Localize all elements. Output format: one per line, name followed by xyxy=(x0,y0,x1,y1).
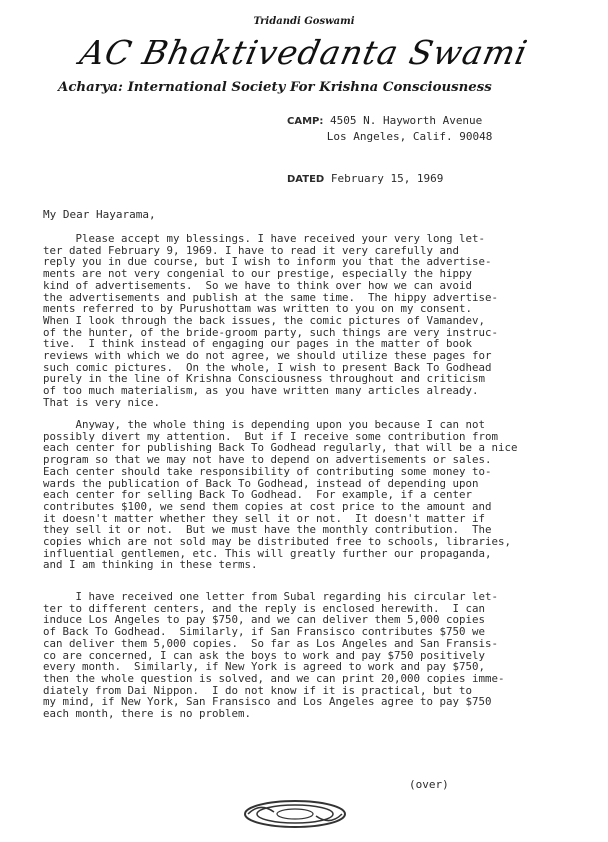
camp-stamp: CAMP: xyxy=(287,116,324,127)
letter-date: February 15, 1969 xyxy=(330,172,444,185)
founder-title: Tridandi Goswami xyxy=(253,16,355,27)
seal-icon xyxy=(240,796,350,836)
address-block xyxy=(287,113,492,144)
paragraph-3: I have received one letter from Subal regarding his circular let- ter to different centers, and the reply is enclosed herewith. I can induce Los Angeles to pay $750, and we can deliver them 5,000 copies of Back To Godhead. Similarly, if San Fransisco contributes $750 we can deliver them 5,000 copies. So far as Los Angeles and San Fransis- co are concerned, I can ask the boys to work and pay $750 positively every month. Similarly, if New York is agreed to work and pay $750, then the whole question is solved, and we can print 20,000 copies imme- diately from Dai Nippon. I do not know if it is practical, but to my mind, if New York, San Fransisco and Los Angeles agree to pay $750 each month, there is no problem. xyxy=(43,590,505,721)
date-line xyxy=(287,172,443,185)
over-note: (over) xyxy=(409,778,449,791)
dated-stamp: DATED xyxy=(287,174,325,185)
paragraph-2: Anyway, the whole thing is depending upon you because I can not possibly divert my attention. But if I receive some contribution from each center for publishing Back To Godhead regularly, that will be a nice program so that we may not have to depend on advertisements or sales. Each center should take responsibility of contributing some money to- wards the publication of Back To Godhead, instead of depending upon each center for selling Back To Godhead. For example, if a center contributes $100, we send them copies at cost price to the amount and it doesn't matter whether they sell it or not. It doesn't matter if they sell it or not. But we must have the monthly contribution. The copies which are not sold may be distributed free to schools, libraries, influential gentlemen, etc. This will greatly further our propaganda, and I am thinking in these terms. xyxy=(43,418,518,572)
address-line-2: Los Angeles, Calif. 90048 xyxy=(326,130,493,143)
salutation: My Dear Hayarama, xyxy=(43,208,156,221)
acharya-title: Acharya: International Society For Krishna Consciousness xyxy=(58,80,492,95)
letterhead-name: AC Bhaktivedanta Swami xyxy=(76,33,532,72)
paragraph-1: Please accept my blessings. I have received your very long let- ter dated February 9, 1969. I have to read it very carefully and reply you in due course, but I wish to inform you that the advertise- ments are not very congenial to our prestige, especially the hippy kind of advertisements. So we have to think over how we can avoid the advertisements and publish at the same time. The hippy advertise- ments referred to by Purushottam was written to you on my consent. When I look through the back issues, the comic pictures of Vamandev, of the hunter, of the bride-groom party, such things are very instruc- tive. I think instead of engaging our pages in the matter of book reviews with which we do not agree, we should utilize these pages for such comic pictures. On the whole, I wish to present Back To Godhead purely in the line of Krishna Consciousness throughout and criticism of too much materialism, as you have written many articles already. That is very nice. xyxy=(43,232,499,409)
address-line-1: 4505 N. Hayworth Avenue xyxy=(329,114,483,127)
